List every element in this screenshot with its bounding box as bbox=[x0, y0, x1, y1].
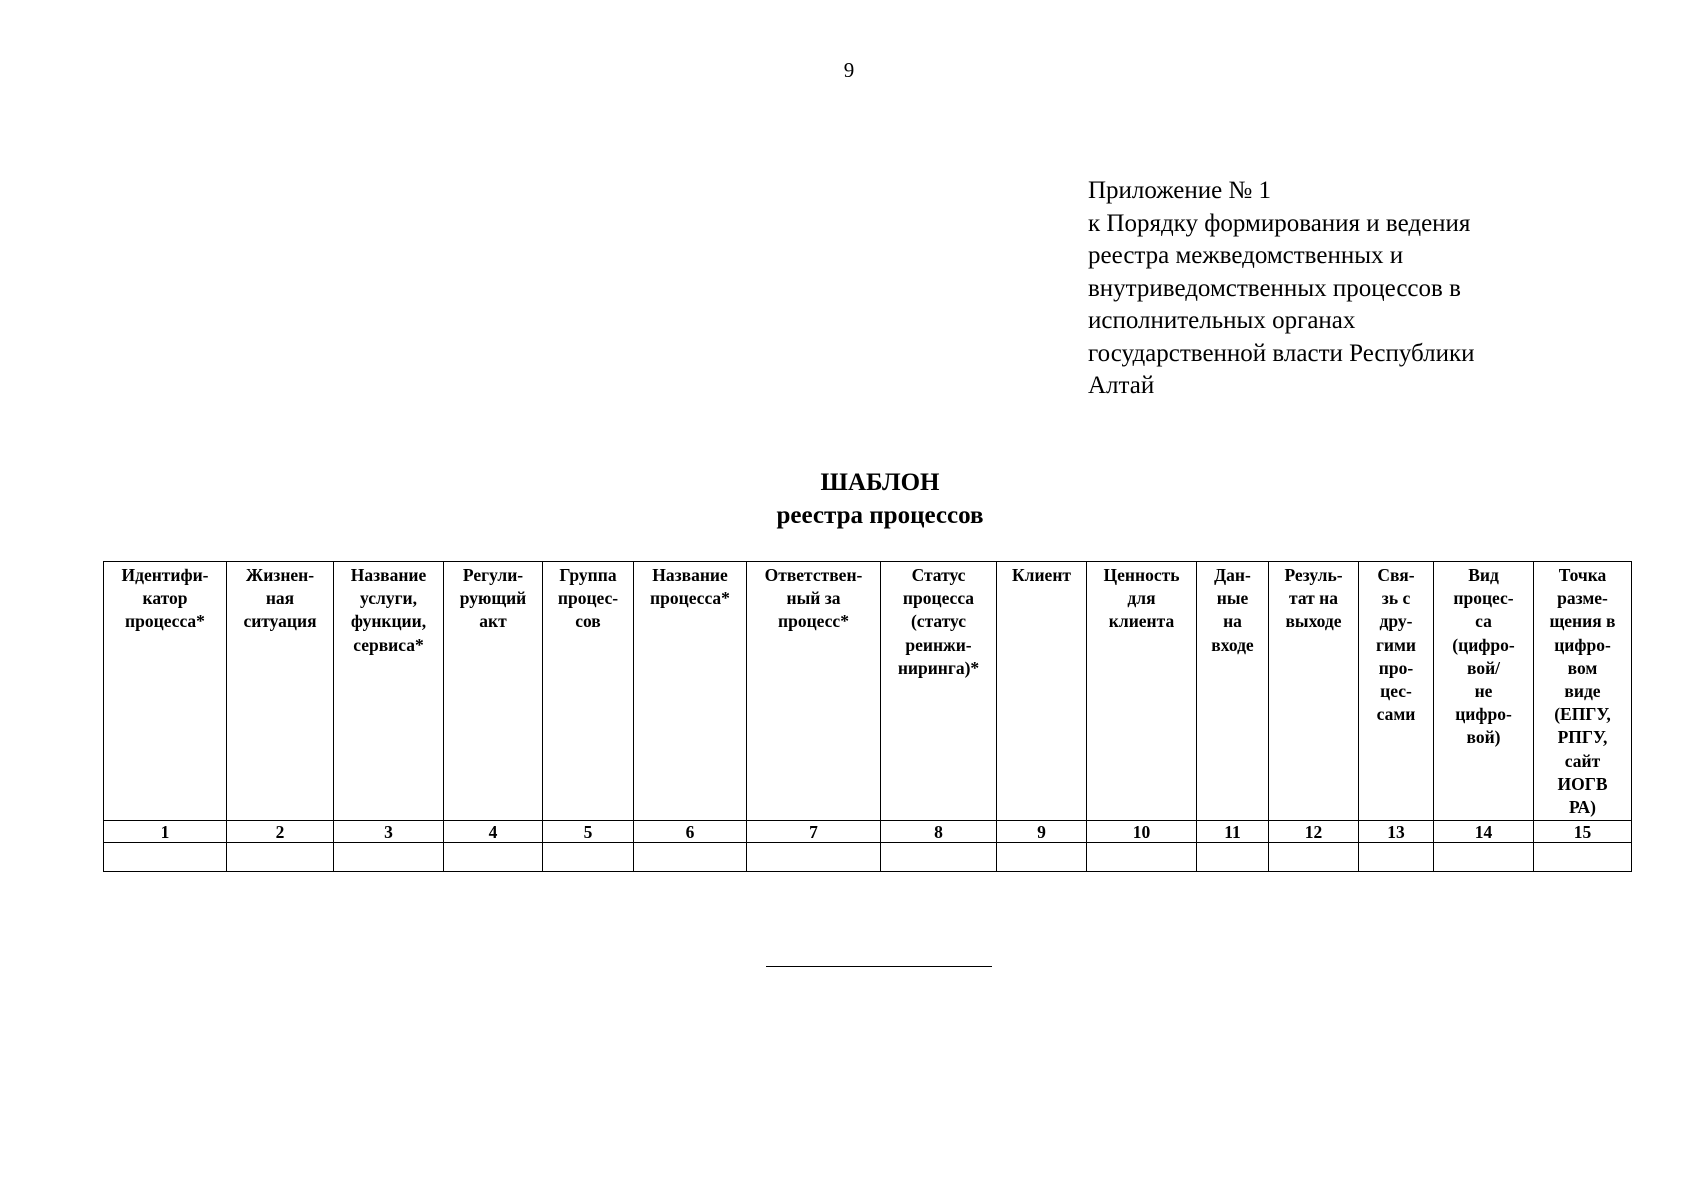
column-header-14 bbox=[1434, 562, 1534, 821]
column-header-line: гими bbox=[1375, 634, 1417, 655]
column-header-line: ная bbox=[265, 588, 295, 609]
column-number: 11 bbox=[1197, 821, 1269, 843]
column-header-line: Статус bbox=[911, 565, 966, 585]
column-header-line: процесс* bbox=[778, 611, 849, 632]
column-number: 15 bbox=[1534, 821, 1632, 843]
column-header-10 bbox=[1087, 562, 1197, 821]
appendix-note bbox=[1088, 175, 1608, 403]
column-number: 13 bbox=[1359, 821, 1434, 843]
page-number: 9 bbox=[843, 58, 855, 82]
column-header-line: (цифро- bbox=[1452, 634, 1515, 655]
column-header-line: цифро- bbox=[1554, 634, 1611, 655]
empty-cell bbox=[881, 843, 997, 872]
column-header-8 bbox=[881, 562, 997, 821]
column-header-15 bbox=[1534, 562, 1632, 821]
column-header-line: процес- bbox=[1453, 588, 1514, 609]
column-header-line: Регули- bbox=[462, 565, 524, 585]
column-header-line: зь с bbox=[1381, 588, 1411, 609]
column-header-line: Точка bbox=[1558, 565, 1607, 585]
column-header-line: реинжи- bbox=[905, 634, 972, 655]
column-header-line: выходе bbox=[1285, 611, 1342, 632]
column-header-4 bbox=[444, 562, 543, 821]
column-header-line: дру- bbox=[1379, 611, 1413, 632]
column-header-1 bbox=[104, 562, 227, 821]
column-header-line: не bbox=[1474, 681, 1493, 702]
empty-cell bbox=[104, 843, 227, 872]
empty-cell bbox=[444, 843, 543, 872]
column-header-line: для bbox=[1127, 588, 1156, 609]
column-number: 9 bbox=[997, 821, 1087, 843]
column-number: 6 bbox=[634, 821, 747, 843]
empty-cell bbox=[1269, 843, 1359, 872]
column-header-12 bbox=[1269, 562, 1359, 821]
column-header-9 bbox=[997, 562, 1087, 821]
appendix-line: к Порядку формирования и ведения bbox=[1088, 209, 1471, 237]
empty-cell bbox=[1534, 843, 1632, 872]
column-header-line: Жизнен- bbox=[245, 565, 315, 585]
empty-cell bbox=[1087, 843, 1197, 872]
column-header-line: Дан- bbox=[1214, 565, 1251, 585]
column-header-line: процесса* bbox=[650, 588, 730, 609]
empty-cell bbox=[634, 843, 747, 872]
column-header-line: на bbox=[1223, 611, 1242, 632]
column-header-line: цес- bbox=[1380, 681, 1412, 702]
column-header-line: Идентифи- bbox=[121, 565, 209, 585]
column-number: 5 bbox=[543, 821, 634, 843]
column-number: 14 bbox=[1434, 821, 1534, 843]
column-header-line: Ответствен- bbox=[764, 565, 863, 585]
column-number: 3 bbox=[334, 821, 444, 843]
column-header-line: РА) bbox=[1569, 797, 1596, 818]
column-header-line: функции, bbox=[350, 611, 427, 632]
column-header-line: Резуль- bbox=[1284, 565, 1343, 585]
document-title bbox=[0, 466, 1698, 532]
column-header-11 bbox=[1197, 562, 1269, 821]
column-header-line: про- bbox=[1378, 657, 1414, 678]
divider-line bbox=[766, 966, 992, 967]
column-number: 1 bbox=[104, 821, 227, 843]
column-header-line: Вид bbox=[1468, 565, 1499, 585]
column-number: 2 bbox=[227, 821, 334, 843]
column-number: 8 bbox=[881, 821, 997, 843]
column-header-line: входе bbox=[1211, 634, 1254, 655]
column-number: 7 bbox=[747, 821, 881, 843]
column-header-line: сами bbox=[1376, 704, 1416, 725]
column-header-13 bbox=[1359, 562, 1434, 821]
column-header-2 bbox=[227, 562, 334, 821]
empty-cell bbox=[747, 843, 881, 872]
column-header-line: катор bbox=[142, 588, 188, 609]
column-header-line: ситуация bbox=[243, 611, 317, 632]
column-header-line: клиента bbox=[1108, 611, 1175, 632]
column-header-line: вой) bbox=[1466, 727, 1501, 748]
column-header-line: процес- bbox=[557, 588, 619, 609]
appendix-line: Приложение № 1 bbox=[1088, 177, 1272, 204]
appendix-line: государственной власти Республики bbox=[1088, 339, 1475, 367]
appendix-line: исполнительных органах bbox=[1088, 307, 1356, 334]
column-header-line: ИОГВ bbox=[1557, 773, 1608, 794]
column-header-line: разме- bbox=[1557, 588, 1608, 609]
column-header-line: сервиса* bbox=[353, 634, 424, 655]
empty-cell bbox=[997, 843, 1087, 872]
column-header-line: виде bbox=[1564, 681, 1601, 702]
column-header-line: цифро- bbox=[1455, 704, 1512, 725]
column-header-line: рующий bbox=[459, 588, 527, 609]
column-header-line: Название bbox=[350, 565, 427, 585]
column-header-line: (ЕПГУ, bbox=[1554, 704, 1611, 725]
column-header-line: РПГУ, bbox=[1557, 727, 1608, 748]
column-header-6 bbox=[634, 562, 747, 821]
column-number-row bbox=[104, 821, 1632, 843]
empty-cell bbox=[543, 843, 634, 872]
column-header-line: вом bbox=[1567, 657, 1598, 678]
empty-data-row bbox=[104, 843, 1632, 872]
column-header-line: ный за bbox=[786, 588, 841, 609]
registry-template-table bbox=[103, 561, 1632, 872]
table-header-row bbox=[104, 562, 1632, 821]
column-header-7 bbox=[747, 562, 881, 821]
column-number: 4 bbox=[444, 821, 543, 843]
column-header-line: сов bbox=[575, 611, 601, 632]
column-header-line: Свя- bbox=[1377, 565, 1415, 585]
empty-cell bbox=[1197, 843, 1269, 872]
column-header-line: щения в bbox=[1549, 611, 1616, 632]
title-line-main: ШАБЛОН bbox=[820, 469, 940, 496]
column-number: 12 bbox=[1269, 821, 1359, 843]
appendix-line: Алтай bbox=[1088, 372, 1155, 399]
appendix-line: реестра межведомственных и bbox=[1088, 242, 1404, 269]
column-header-line: Клиент bbox=[1011, 565, 1072, 585]
column-header-line: Ценность bbox=[1103, 565, 1180, 585]
column-header-line: услуги, bbox=[360, 588, 417, 609]
column-header-line: акт bbox=[479, 611, 507, 632]
column-header-line: процесса* bbox=[125, 611, 205, 632]
column-header-line: Название bbox=[652, 565, 728, 585]
empty-cell bbox=[227, 843, 334, 872]
column-header-line: (статус bbox=[910, 611, 967, 632]
column-header-line: са bbox=[1475, 611, 1492, 632]
column-number: 10 bbox=[1087, 821, 1197, 843]
empty-cell bbox=[1434, 843, 1534, 872]
column-header-line: ные bbox=[1216, 588, 1249, 609]
title-line-sub: реестра процессов bbox=[776, 502, 984, 529]
column-header-line: сайт bbox=[1564, 750, 1601, 771]
column-header-line: ниринга)* bbox=[897, 657, 980, 678]
empty-cell bbox=[334, 843, 444, 872]
column-header-3 bbox=[334, 562, 444, 821]
column-header-line: Группа bbox=[559, 565, 617, 585]
column-header-line: процесса bbox=[902, 588, 975, 609]
column-header-5 bbox=[543, 562, 634, 821]
appendix-line: внутриведомственных процессов в bbox=[1088, 274, 1461, 302]
empty-cell bbox=[1359, 843, 1434, 872]
column-header-line: тат на bbox=[1289, 588, 1338, 609]
column-header-line: вой/ bbox=[1466, 657, 1501, 678]
